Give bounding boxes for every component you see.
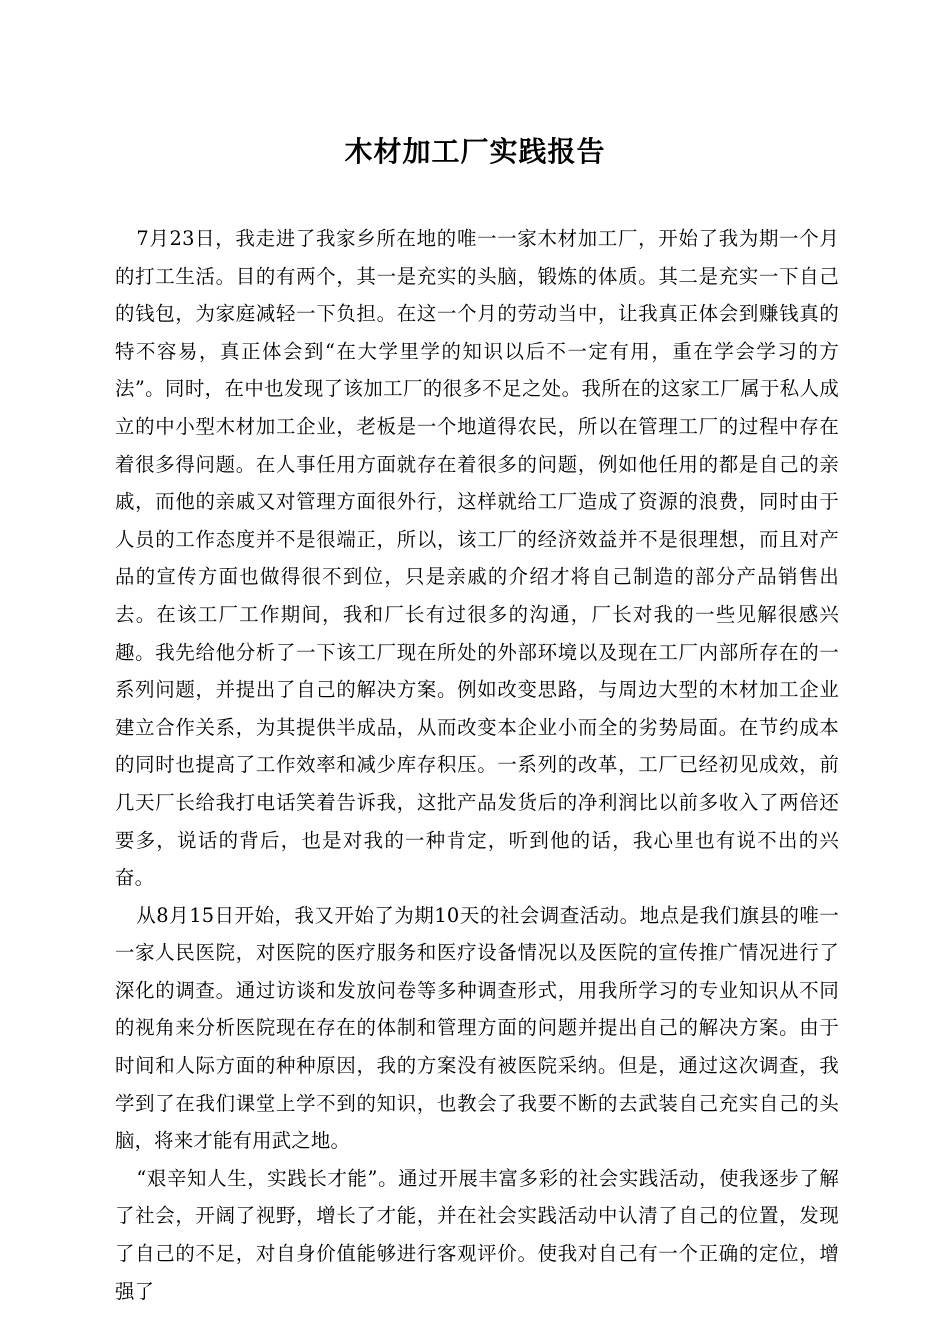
- paragraph-hospital-survey: 从8月15日开始，我又开始了为期10天的社会调查活动。地点是我们旗县的唯一一家人民医院，对医院的医疗服务和医疗设备情况以及医院的宣传推广情况进行了深化的调查。通过访谈和发放问卷等多种调查形式，用我所学习的专业知识从不同的视角来分析医院现在存在的体制和管理方面的问题并提出自己的解决方案。由于时间和人际方面的种种原因，我的方案没有被医院采纳。但是，通过这次调查，我学到了在我们课堂上学不到的知识，也教会了我要不断的去武装自己充实自己的头脑，将来才能有用武之地。: [115, 903, 839, 1153]
- document-body: [115, 220, 839, 1310]
- paragraph-factory-work: 7月23日，我走进了我家乡所在地的唯一一家木材加工厂，开始了我为期一个月的打工生活。目的有两个，其一是充实的头脑，锻炼的体质。其二是充实一下自己的钱包，为家庭减轻一下负担。在这一个月的劳动当中，让我真正体会到赚钱真的特不容易，真正体会到“在大学里学的知识以后不一定有用，重在学会学习的方法”。同时，在中也发现了该加工厂的很多不足之处。我所在的这家工厂属于私人成立的中小型木材加工企业，老板是一个地道得农民，所以在管理工厂的过程中存在着很多得问题。在人事任用方面就存在着很多的问题，例如他任用的都是自己的亲戚，而他的亲戚又对管理方面很外行，这样就给工厂造成了资源的浪费，同时由于人员的工作态度并不是很端正，所以，该工厂的经济效益并不是很理想，而且对产品的宣传方面也做得很不到位，只是亲戚的介绍才将自己制造的部分产品销售出去。在该工厂工作期间，我和厂长有过很多的沟通，厂长对我的一些见解很感兴趣。我先给他分析了一下该工厂现在所处的外部环境以及现在工厂内部所存在的一系列问题，并提出了自己的解决方案。例如改变思路，与周边大型的木材加工企业建立合作关系，为其提供半成品，从而改变本企业小而全的劣势局面。在节约成本的同时也提高了工作效率和减少库存积压。一系列的改革，工厂已经初见成效，前几天厂长给我打电话笑着告诉我，这批产品发货后的净利润比以前多收入了两倍还要多，说话的背后，也是对我的一种肯定，听到他的话，我心里也有说不出的兴奋。: [115, 227, 839, 890]
- document-title: 木材加工厂实践报告: [344, 135, 606, 168]
- paragraph-practice-summary: “艰辛知人生，实践长才能”。通过开展丰富多彩的社会实践活动，使我逐步了解了社会，开阔了视野，增长了才能，并在社会实践活动中认清了自己的位置，发现了自己的不足，对自身价值能够进行客观评价。使我对自己有一个正确的定位，增强了: [115, 1166, 839, 1303]
